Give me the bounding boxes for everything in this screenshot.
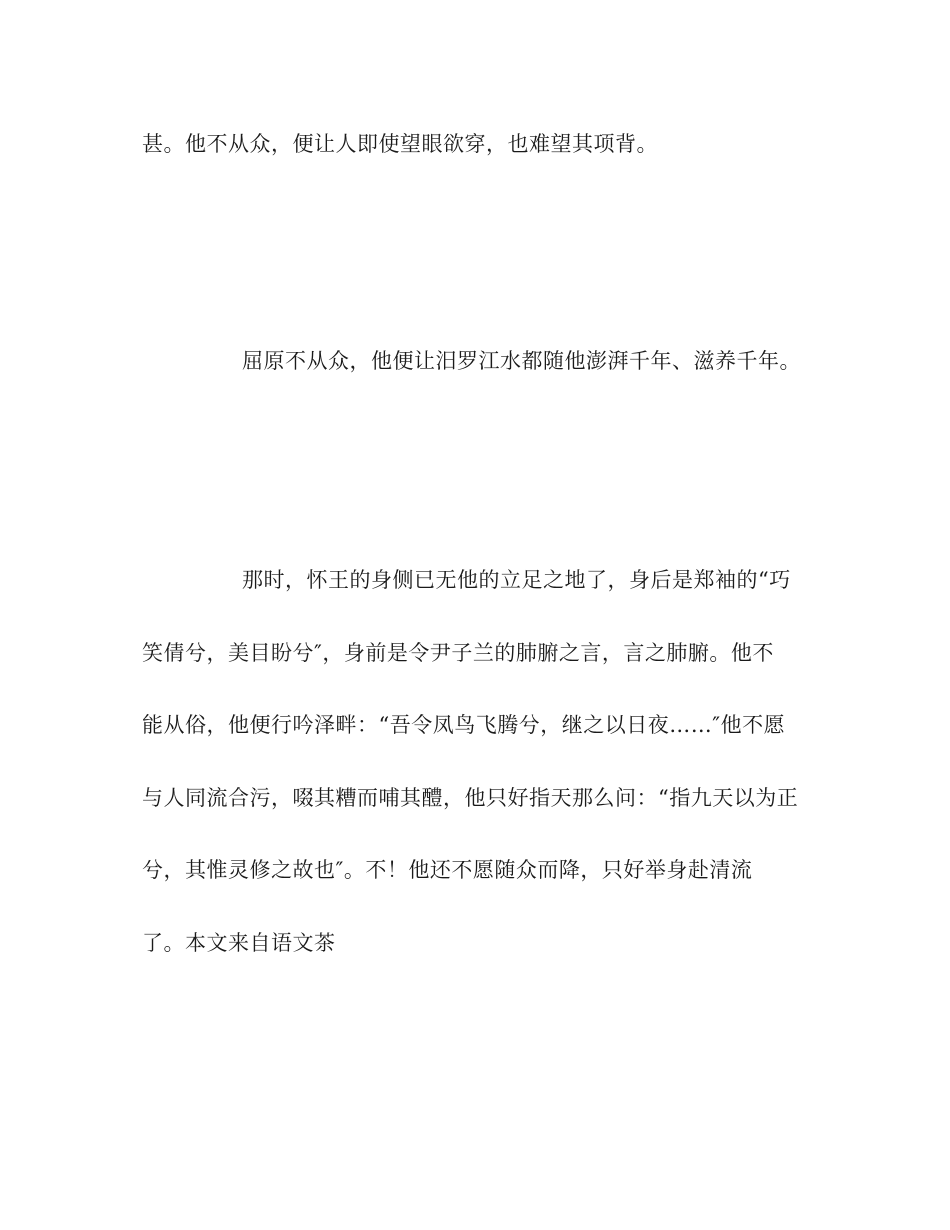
paragraph-1-line-1: 甚。他不从众，便让人即使望眼欲穿，也难望其项背。 <box>142 132 658 156</box>
paragraph-3-line-1: 那时，怀王的身侧已无他的立足之地了，身后是郑袖的“巧 <box>242 568 791 592</box>
paragraph-3-line-6: 了。本文来自语文茶 <box>142 931 336 955</box>
paragraph-2-line-1: 屈原不从众，他便让汨罗江水都随他澎湃千年、滋养千年。 <box>242 349 801 373</box>
paragraph-3-line-5: 兮，其惟灵修之故也″。不！他还不愿随众而降，只好举身赴清流 <box>142 858 753 882</box>
paragraph-3-line-4: 与人同流合污，啜其糟而哺其醴，他只好指天那么问：“指九天以为正 <box>142 786 799 810</box>
paragraph-3-line-2: 笑倩兮，美目盼兮″，身前是令尹子兰的肺腑之言，言之肺腑。他不 <box>142 641 774 665</box>
paragraph-3-line-3: 能从俗，他便行吟泽畔：“吾令凤鸟飞腾兮，继之以日夜……″他不愿 <box>142 713 786 737</box>
